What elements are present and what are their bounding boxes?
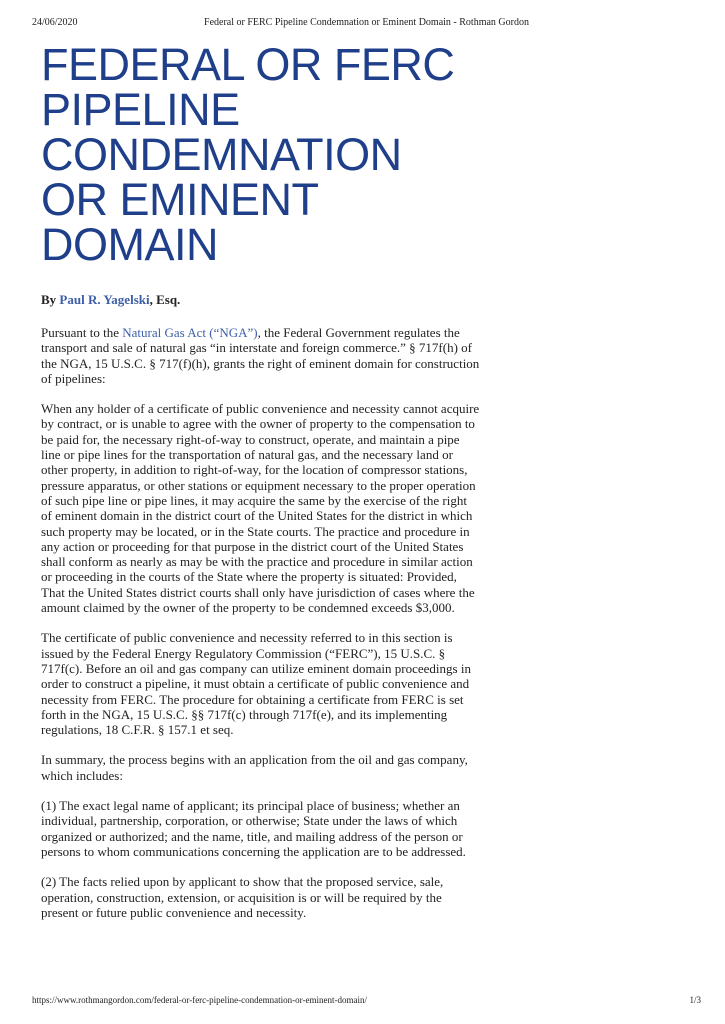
summary-paragraph: In summary, the process begins with an application from the oil and gas company, which includes: [41, 752, 468, 783]
byline-suffix: , Esq. [149, 292, 181, 307]
requirement-1-paragraph: (1) The exact legal name of applicant; its principal place of business; whether an individual, partnership, corporation, or otherwise; State under the laws of which organized or authorized; and the name, title, and mailing address of the person or persons to whom communications concerning the application are to be addressed. [41, 798, 466, 859]
ferc-certificate-paragraph: The certificate of public convenience and necessity referred to in this section is issued by the Federal Energy Regulatory Commission (“FERC”), 15 U.S.C. § 717f(c). Before an oil and gas company can utilize eminent domain proceedings in order to construct a pipeline, it must obtain a certificate of public convenience and necessity from FERC. The procedure for obtaining a certificate from FERC is set forth in the NGA, 15 U.S.C. §§ 717f(c) through 717f(e), and its implementing regulations, 18 C.F.R. § 157.1 et seq. [41, 630, 471, 738]
title-line: FEDERAL OR FERC [41, 39, 455, 90]
byline [41, 292, 180, 308]
print-url: https://www.rothmangordon.com/federal-or-ferc-pipeline-condemnation-or-eminent-domain/ [32, 995, 367, 1005]
requirement-2-paragraph: (2) The facts relied upon by applicant to show that the proposed service, sale, operation, construction, extension, or acquisition is or will be required by the present or future public convenience and necessity. [41, 874, 444, 920]
article-body [41, 325, 481, 935]
intro-text-before: Pursuant to the [41, 325, 123, 340]
title-line: OR EMINENT [41, 174, 319, 225]
page-number: 1/3 [689, 995, 701, 1005]
title-line: DOMAIN [41, 219, 218, 270]
nga-link[interactable]: Natural Gas Act (“NGA”) [122, 325, 258, 340]
byline-prefix: By [41, 292, 60, 307]
statute-quote-paragraph: When any holder of a certificate of public convenience and necessity cannot acquire by contract, or is unable to agree with the owner of property to the compensation to be paid for, the necessary right-of-way to construct, operate, and maintain a pipe line or pipe lines for the transportation of natural gas, and the necessary land or other property, in addition to right-of-way, for the location of compressor stations, pressure apparatus, or other stations or equipment necessary to the proper operation of such pipe line or pipe lines, it may acquire the same by the exercise of the right of eminent domain in the district court of the United States for the district in which such property may be located, or in the State courts. The practice and procedure in any action or proceeding for that purpose in the district court of the United States shall conform as nearly as may be with the practice and procedure in similar action or proceeding in the courts of the State where the property is situated: Provided, That the United States district courts shall only have jurisdiction of cases where the amount claimed by the owner of the property to be condemned exceeds $3,000. [41, 401, 480, 616]
article-title [41, 39, 521, 270]
title-line: CONDEMNATION [41, 129, 402, 180]
author-link[interactable]: Paul R. Yagelski [59, 292, 150, 307]
print-page-title: Federal or FERC Pipeline Condemnation or Eminent Domain - Rothman Gordon [204, 17, 529, 28]
print-date: 24/06/2020 [32, 17, 78, 28]
title-line: PIPELINE [41, 84, 240, 135]
intro-text-after: , the Federal Government regulates the transport and sale of natural gas “in interstate and foreign commerce.” § 717f(h) of the NGA, 15 U.S.C. § 717(f)(h), grants the right of eminent domain for construction of pipelines: [41, 325, 480, 386]
intro-paragraph [41, 325, 481, 386]
